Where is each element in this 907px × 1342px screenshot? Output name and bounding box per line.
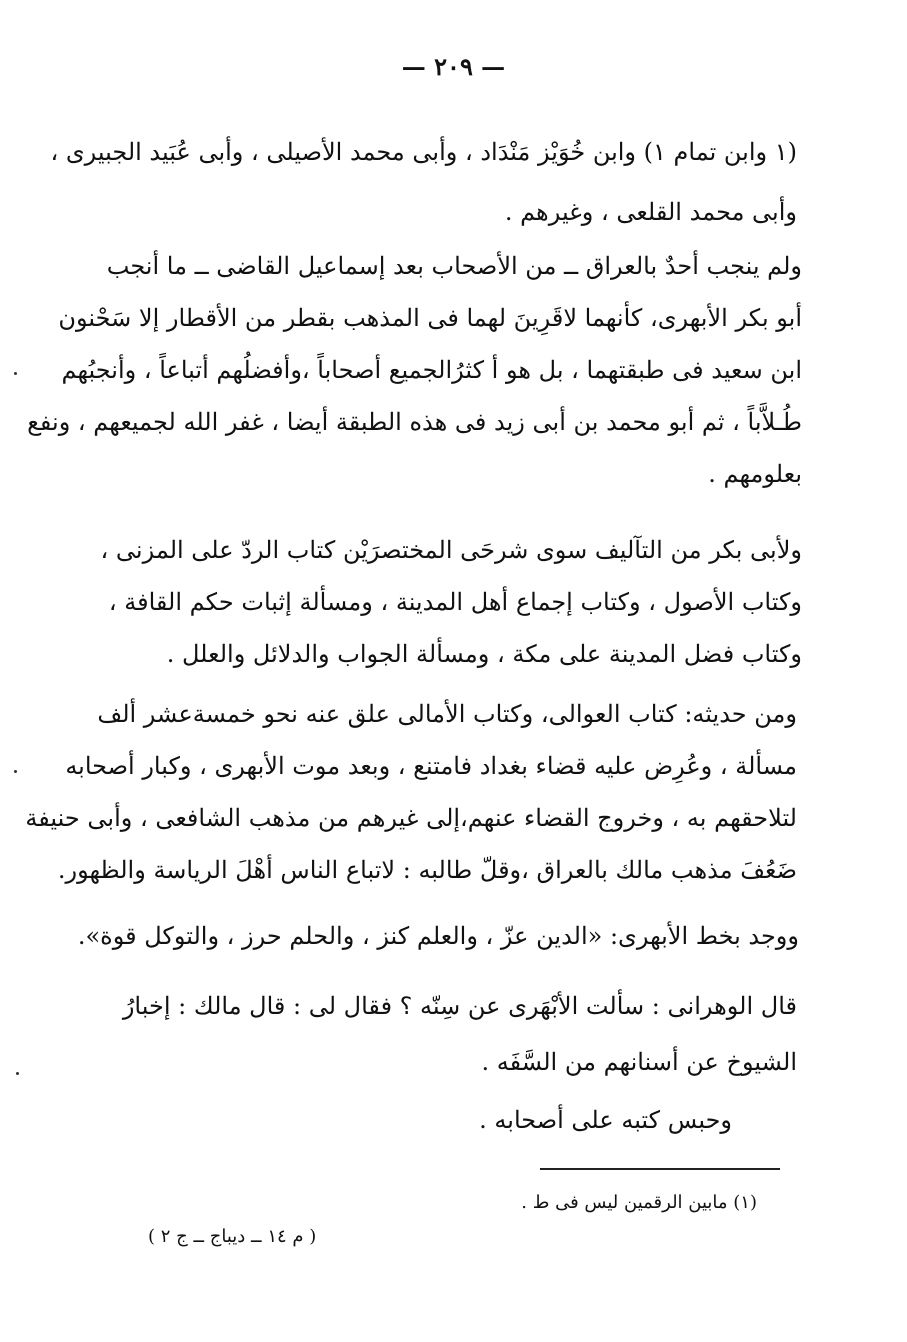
- text-line: مسألة ، وعُرِض عليه قضاء بغداد فامتنع ، وبعد موت الأبهرى ، وكبار أصحابه: [65, 752, 797, 780]
- paragraph-3: [100, 524, 802, 680]
- text-line: قال الوهرانى : سألت الأبْهَرى عن سِنّه ؟ فقال لى : قال مالك : إخبارُ: [122, 992, 797, 1020]
- text-line: ضَعُفَ مذهب مالك بالعراق ،وقلّ طالبه : لاتباع الناس أهْلَ الرياسة والظهور.: [57, 856, 797, 884]
- footnote-divider: [540, 1168, 780, 1170]
- page-number: — ٢٠٩ —: [401, 52, 506, 81]
- text-line: لتلاحقهم به ، وخروج القضاء عنهم،إلى غيرهم من مذهب الشافعى ، وأبى حنيفة: [25, 804, 797, 832]
- text-line: وكتاب الأصول ، وكتاب إجماع أهل المدينة ، ومسألة إثبات حكم القافة ،: [108, 588, 802, 616]
- text-line: ولم ينجب أحدٌ بالعراق ــ من الأصحاب بعد إسماعيل القاضى ــ ما أنجب: [106, 252, 802, 280]
- text-line: ولأبى بكر من التآليف سوى شرحَى المختصرَيْن كتاب الردّ على المزنى ،: [100, 536, 802, 564]
- text-line: بعلومهم .: [708, 460, 802, 488]
- text-line: وحبس كتبه على أصحابه .: [479, 1106, 732, 1134]
- scan-speck: [16, 1072, 19, 1075]
- paragraph-5: [77, 910, 799, 962]
- scan-speck: [14, 770, 17, 773]
- text-line: ووجد بخط الأبهرى: «الدين عزّ ، والعلم كنز ، والحلم حرز ، والتوكل قوة».: [77, 922, 799, 950]
- scan-speck: [14, 372, 17, 375]
- footnote: (١) مابين الرقمين ليس فى ط .: [521, 1192, 757, 1213]
- paragraph-4: [25, 688, 797, 896]
- signature-mark: ( م ١٤ ــ ديباج ــ ج ٢ ): [148, 1226, 317, 1247]
- text-line: وكتاب فضل المدينة على مكة ، ومسألة الجواب والدلائل والعلل .: [166, 640, 802, 668]
- text-line: (١ وابن تمام ١) وابن خُوَيْز مَنْدَاد ، وأبى محمد الأصيلى ، وأبى عُبَيد الجبيرى ،: [50, 138, 797, 166]
- paragraph-2: [27, 240, 802, 500]
- paragraph-1: [50, 122, 797, 242]
- text-line: أبو بكر الأبهرى، كأنهما لاقَرِينَ لهما فى المذهب بقطر من الأقطار إلا سَحْنون: [58, 304, 802, 332]
- text-line: وأبى محمد القلعى ، وغيرهم .: [504, 198, 797, 226]
- text-line: طُـلاَّباً ، ثم أبو محمد بن أبى زيد فى هذه الطبقة أيضا ، غفر الله لجميعهم ، ونفع: [27, 408, 802, 436]
- text-line: ومن حديثه: كتاب العوالى، وكتاب الأمالى علق عنه نحو خمسةعشر ألف: [97, 700, 797, 728]
- text-line: ابن سعيد فى طبقتهما ، بل هو أ كثرُالجميع أصحاباً ،وأفضلُهم أتباعاً ، وأنجبُهم: [61, 356, 802, 384]
- text-line: الشيوخ عن أسنانهم من السَّفَه .: [481, 1048, 797, 1076]
- paragraph-6: [117, 978, 797, 1090]
- paragraph-7: [132, 1094, 732, 1146]
